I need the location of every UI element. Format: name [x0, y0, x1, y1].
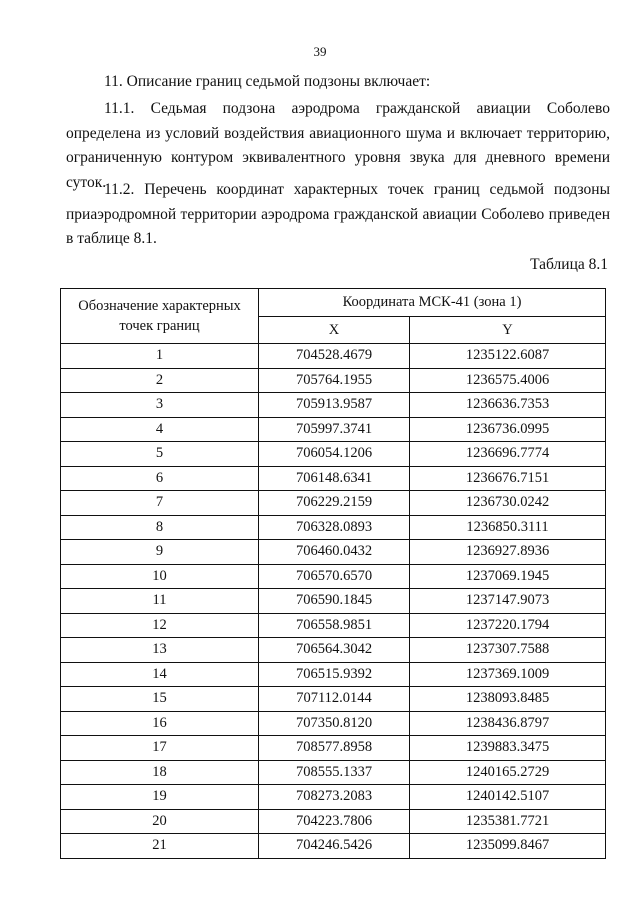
paragraph-11-2: 11.2. Перечень координат характерных точек границ седьмой подзоны приаэродромной территории аэродрома гражданской авиации Соболево приведен в таблице 8.1. [66, 181, 610, 247]
x-coordinate-cell: 706328.0893 [259, 515, 410, 540]
x-coordinate-cell: 707112.0144 [259, 687, 410, 712]
point-number-cell: 21 [61, 834, 259, 859]
x-coordinate-cell: 706570.6570 [259, 564, 410, 589]
header-coordinate-system: Координата МСК-41 (зона 1) [259, 289, 606, 317]
point-number-cell: 11 [61, 589, 259, 614]
x-coordinate-cell: 704528.4679 [259, 344, 410, 369]
x-coordinate-cell: 706148.6341 [259, 466, 410, 491]
y-coordinate-cell: 1237307.7588 [410, 638, 606, 663]
table-row [61, 491, 606, 516]
point-number-cell: 6 [61, 466, 259, 491]
point-number-cell: 12 [61, 613, 259, 638]
table-row [61, 368, 606, 393]
header-x: X [259, 317, 410, 344]
point-number-cell: 13 [61, 638, 259, 663]
x-coordinate-cell: 708555.1337 [259, 760, 410, 785]
x-coordinate-cell: 706590.1845 [259, 589, 410, 614]
table-body [61, 344, 606, 859]
y-coordinate-cell: 1237369.1009 [410, 662, 606, 687]
paragraph-11-1: 11.1. Седьмая подзона аэродрома гражданской авиации Соболево определена из условий воздействия авиационного шума и включает территорию, ограниченную контуром эквивалентного уровня звука для дневного времени суток. [66, 100, 610, 191]
point-number-cell: 19 [61, 785, 259, 810]
table-row [61, 344, 606, 369]
y-coordinate-cell: 1240142.5107 [410, 785, 606, 810]
table-row [61, 393, 606, 418]
point-number-cell: 14 [61, 662, 259, 687]
header-points: Обозначение характерных точек границ [61, 289, 259, 344]
table-row [61, 442, 606, 467]
page-number: 39 [313, 44, 327, 59]
y-coordinate-cell: 1236575.4006 [410, 368, 606, 393]
table-row [61, 834, 606, 859]
table-row [61, 711, 606, 736]
x-coordinate-cell: 705997.3741 [259, 417, 410, 442]
table-label: Таблица 8.1 [530, 256, 608, 273]
table-row [61, 736, 606, 761]
table-row [61, 809, 606, 834]
point-number-cell: 4 [61, 417, 259, 442]
x-coordinate-cell: 705764.1955 [259, 368, 410, 393]
x-coordinate-cell: 706515.9392 [259, 662, 410, 687]
point-number-cell: 17 [61, 736, 259, 761]
point-number-cell: 15 [61, 687, 259, 712]
y-coordinate-cell: 1235122.6087 [410, 344, 606, 369]
y-coordinate-cell: 1238093.8485 [410, 687, 606, 712]
table-row [61, 564, 606, 589]
point-number-cell: 7 [61, 491, 259, 516]
coordinates-table [60, 288, 606, 859]
point-number-cell: 8 [61, 515, 259, 540]
table-row [61, 540, 606, 565]
table-row [61, 662, 606, 687]
x-coordinate-cell: 706564.3042 [259, 638, 410, 663]
x-coordinate-cell: 708273.2083 [259, 785, 410, 810]
table-row [61, 687, 606, 712]
x-coordinate-cell: 706054.1206 [259, 442, 410, 467]
y-coordinate-cell: 1236636.7353 [410, 393, 606, 418]
y-coordinate-cell: 1235381.7721 [410, 809, 606, 834]
x-coordinate-cell: 706558.9851 [259, 613, 410, 638]
table-row [61, 760, 606, 785]
table-row [61, 638, 606, 663]
point-number-cell: 3 [61, 393, 259, 418]
table-row [61, 417, 606, 442]
point-number-cell: 18 [61, 760, 259, 785]
y-coordinate-cell: 1236850.3111 [410, 515, 606, 540]
x-coordinate-cell: 705913.9587 [259, 393, 410, 418]
x-coordinate-cell: 707350.8120 [259, 711, 410, 736]
point-number-cell: 1 [61, 344, 259, 369]
x-coordinate-cell: 706229.2159 [259, 491, 410, 516]
point-number-cell: 10 [61, 564, 259, 589]
x-coordinate-cell: 704246.5426 [259, 834, 410, 859]
y-coordinate-cell: 1237069.1945 [410, 564, 606, 589]
y-coordinate-cell: 1239883.3475 [410, 736, 606, 761]
x-coordinate-cell: 706460.0432 [259, 540, 410, 565]
y-coordinate-cell: 1236927.8936 [410, 540, 606, 565]
y-coordinate-cell: 1238436.8797 [410, 711, 606, 736]
y-coordinate-cell: 1236736.0995 [410, 417, 606, 442]
table-row [61, 466, 606, 491]
section-heading: 11. Описание границ седьмой подзоны включает: [104, 73, 431, 90]
x-coordinate-cell: 704223.7806 [259, 809, 410, 834]
table-row [61, 785, 606, 810]
y-coordinate-cell: 1236676.7151 [410, 466, 606, 491]
header-y: Y [410, 317, 606, 344]
table-row [61, 589, 606, 614]
x-coordinate-cell: 708577.8958 [259, 736, 410, 761]
point-number-cell: 9 [61, 540, 259, 565]
table-row [61, 515, 606, 540]
y-coordinate-cell: 1237220.1794 [410, 613, 606, 638]
point-number-cell: 5 [61, 442, 259, 467]
y-coordinate-cell: 1235099.8467 [410, 834, 606, 859]
point-number-cell: 2 [61, 368, 259, 393]
point-number-cell: 20 [61, 809, 259, 834]
y-coordinate-cell: 1240165.2729 [410, 760, 606, 785]
point-number-cell: 16 [61, 711, 259, 736]
table-row [61, 613, 606, 638]
y-coordinate-cell: 1236730.0242 [410, 491, 606, 516]
y-coordinate-cell: 1236696.7774 [410, 442, 606, 467]
y-coordinate-cell: 1237147.9073 [410, 589, 606, 614]
